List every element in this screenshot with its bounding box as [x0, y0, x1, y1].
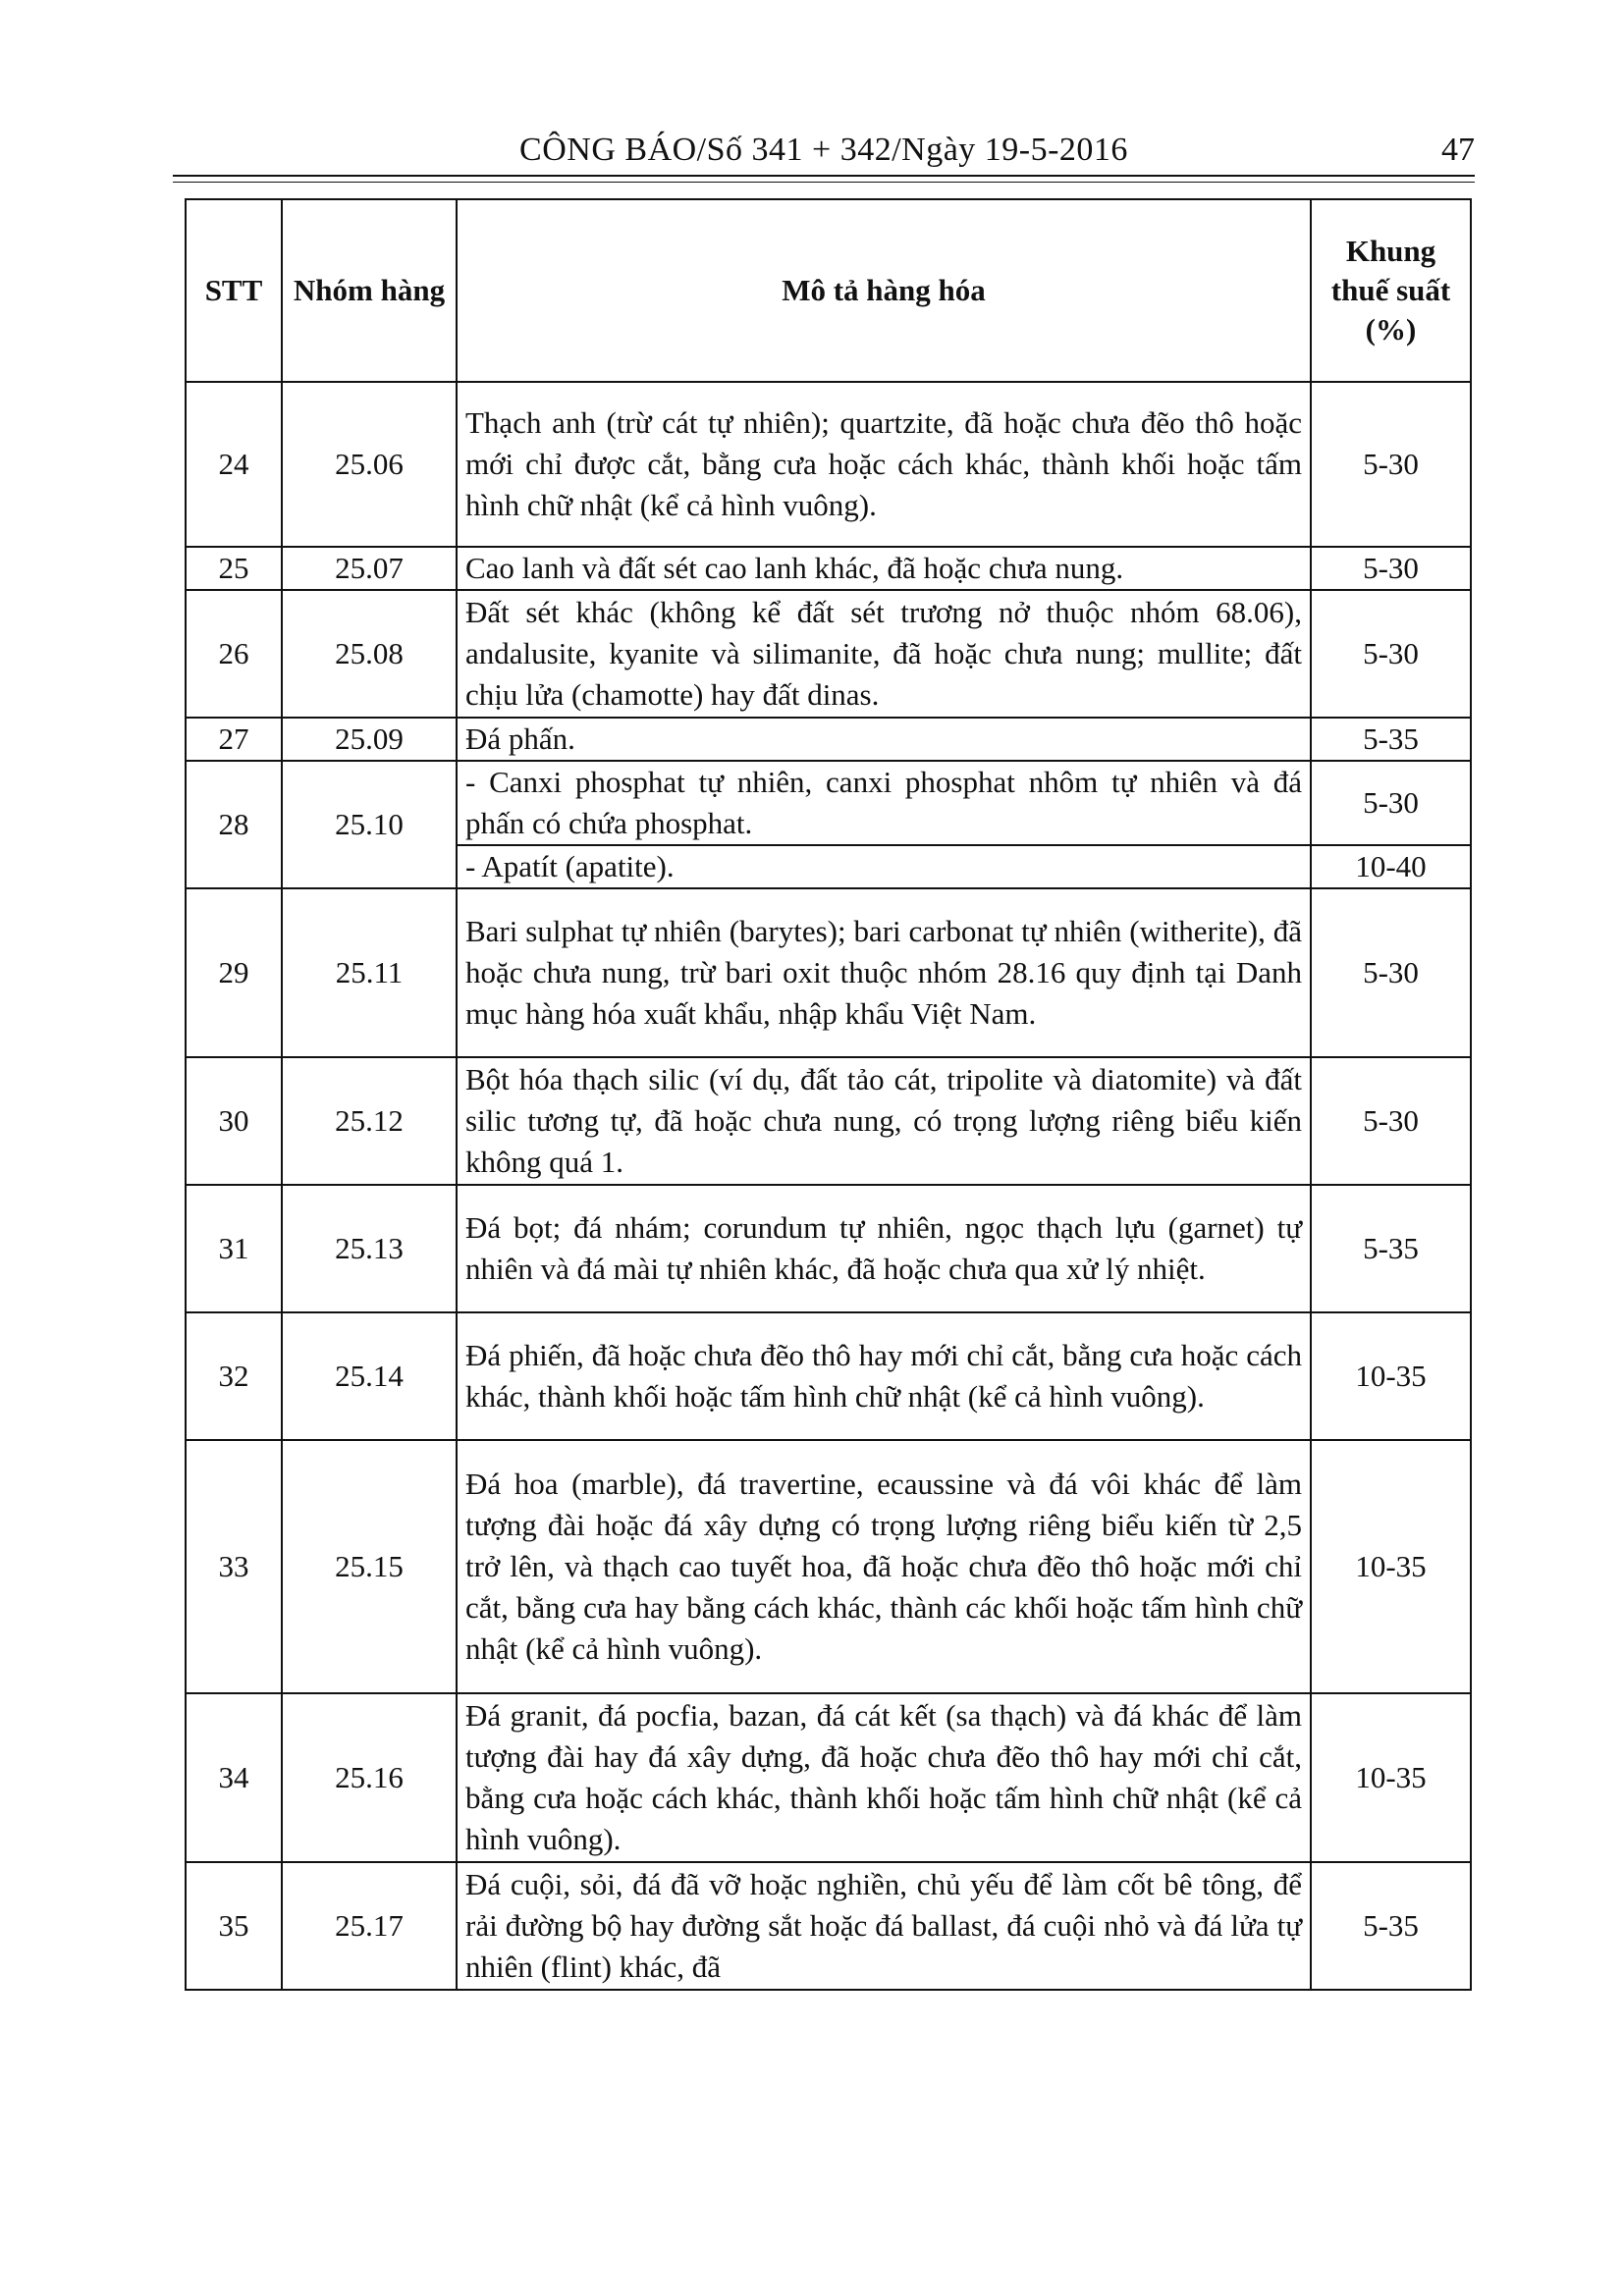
row-rate: 5-30 — [1311, 382, 1471, 547]
row-stt: 27 — [186, 718, 282, 761]
table-header-row — [186, 199, 1471, 382]
table-row — [186, 590, 1471, 718]
row-stt: 31 — [186, 1185, 282, 1312]
table-row — [186, 1862, 1471, 1990]
table-row — [186, 718, 1471, 761]
col-header-stt: STT — [186, 199, 282, 382]
col-header-description: Mô tả hàng hóa — [457, 199, 1311, 382]
subrow-rate: 10-40 — [1311, 845, 1471, 888]
row-rate: 10-35 — [1311, 1312, 1471, 1440]
row-rate: 5-30 — [1311, 547, 1471, 590]
row-group: 25.13 — [282, 1185, 457, 1312]
row-group: 25.12 — [282, 1057, 457, 1185]
row-description: Đất sét khác (không kể đất sét trương nở thuộc nhóm 68.06), andalusite, kyanite và silimanite, đã hoặc chưa nung; mullite; đất chịu lửa (chamotte) hay đất dinas. — [457, 590, 1311, 718]
page-header — [173, 126, 1475, 175]
row-description: Đá hoa (marble), đá travertine, ecaussine và đá vôi khác để làm tượng đài hoặc đá xây dựng có trọng lượng riêng biểu kiến từ 2,5 trở lên, và thạch cao tuyết hoa, đã hoặc chưa đẽo thô hoặc mới chỉ cắt, bằng cưa hay bằng cách khác, thành các khối hoặc tấm hình chữ nhật (kể cả hình vuông). — [457, 1440, 1311, 1693]
row-rate: 5-35 — [1311, 718, 1471, 761]
row-description: Đá granit, đá pocfia, bazan, đá cát kết (sa thạch) và đá khác để làm tượng đài hay đá xây dựng, đã hoặc chưa đẽo thô hay mới chỉ cắt, bằng cưa hoặc cách khác, thành khối hoặc tấm hình chữ nhật (kể cả hình vuông). — [457, 1693, 1311, 1862]
row-rate: 5-30 — [1311, 888, 1471, 1057]
table-row — [186, 1057, 1471, 1185]
row-stt: 25 — [186, 547, 282, 590]
row-description: Đá phiến, đã hoặc chưa đẽo thô hay mới chỉ cắt, bằng cưa hoặc cách khác, thành khối hoặc tấm hình chữ nhật (kể cả hình vuông). — [457, 1312, 1311, 1440]
row-group: 25.10 — [282, 761, 457, 888]
row-group: 25.17 — [282, 1862, 457, 1990]
row-stt: 28 — [186, 761, 282, 888]
row-stt: 34 — [186, 1693, 282, 1862]
subrow-description: - Apatít (apatite). — [457, 845, 1311, 888]
row-rate: 5-30 — [1311, 1057, 1471, 1185]
row-group: 25.09 — [282, 718, 457, 761]
table-row — [186, 547, 1471, 590]
row-group: 25.15 — [282, 1440, 457, 1693]
row-description: Bari sulphat tự nhiên (barytes); bari carbonat tự nhiên (witherite), đã hoặc chưa nung, trừ bari oxit thuộc nhóm 28.16 quy định tại Danh mục hàng hóa xuất khẩu, nhập khẩu Việt Nam. — [457, 888, 1311, 1057]
row-stt: 29 — [186, 888, 282, 1057]
row-description: Thạch anh (trừ cát tự nhiên); quartzite, đã hoặc chưa đẽo thô hoặc mới chỉ được cắt, bằng cưa hoặc cách khác, thành khối hoặc tấm hình chữ nhật (kể cả hình vuông). — [457, 382, 1311, 547]
table-row — [186, 1185, 1471, 1312]
row-group: 25.08 — [282, 590, 457, 718]
row-description: Đá cuội, sỏi, đá đã vỡ hoặc nghiền, chủ yếu để làm cốt bê tông, để rải đường bộ hay đường sắt hoặc đá ballast, đá cuội nhỏ và đá lửa tự nhiên (flint) khác, đã — [457, 1862, 1311, 1990]
col-header-group: Nhóm hàng — [282, 199, 457, 382]
header-rule-thin — [173, 182, 1475, 183]
row-rate: 10-35 — [1311, 1693, 1471, 1862]
row-rate: 5-35 — [1311, 1862, 1471, 1990]
row-rate: 5-35 — [1311, 1185, 1471, 1312]
row-group: 25.16 — [282, 1693, 457, 1862]
row-description: - Canxi phosphat tự nhiên, canxi phosphat nhôm tự nhiên và đá phấn có chứa phosphat. — [457, 761, 1311, 845]
table-row — [186, 1693, 1471, 1862]
row-stt: 26 — [186, 590, 282, 718]
row-description: Đá phấn. — [457, 718, 1311, 761]
row-description: Bột hóa thạch silic (ví dụ, đất tảo cát, tripolite và diatomite) và đất silic tương tự, đã hoặc chưa nung, có trọng lượng riêng biểu kiến không quá 1. — [457, 1057, 1311, 1185]
row-group: 25.11 — [282, 888, 457, 1057]
table-row — [186, 1440, 1471, 1693]
col-header-rate: Khung thuế suất (%) — [1311, 199, 1471, 382]
gazette-title: CÔNG BÁO/Số 341 + 342/Ngày 19-5-2016 — [519, 132, 1128, 168]
table-row — [186, 1312, 1471, 1440]
header-rule — [173, 175, 1475, 177]
row-description: Đá bọt; đá nhám; corundum tự nhiên, ngọc thạch lựu (garnet) tự nhiên và đá mài tự nhiên khác, đã hoặc chưa qua xử lý nhiệt. — [457, 1185, 1311, 1312]
tariff-table — [185, 198, 1472, 1991]
row-stt: 35 — [186, 1862, 282, 1990]
row-stt: 32 — [186, 1312, 282, 1440]
row-group: 25.06 — [282, 382, 457, 547]
row-description: Cao lanh và đất sét cao lanh khác, đã hoặc chưa nung. — [457, 547, 1311, 590]
row-rate: 10-35 — [1311, 1440, 1471, 1693]
row-rate: 5-30 — [1311, 761, 1471, 845]
page-number: 47 — [1441, 132, 1475, 168]
row-stt: 30 — [186, 1057, 282, 1185]
row-stt: 33 — [186, 1440, 282, 1693]
table-row — [186, 888, 1471, 1057]
row-rate: 5-30 — [1311, 590, 1471, 718]
table-row — [186, 761, 1471, 845]
row-stt: 24 — [186, 382, 282, 547]
row-group: 25.07 — [282, 547, 457, 590]
row-group: 25.14 — [282, 1312, 457, 1440]
table-row — [186, 382, 1471, 547]
